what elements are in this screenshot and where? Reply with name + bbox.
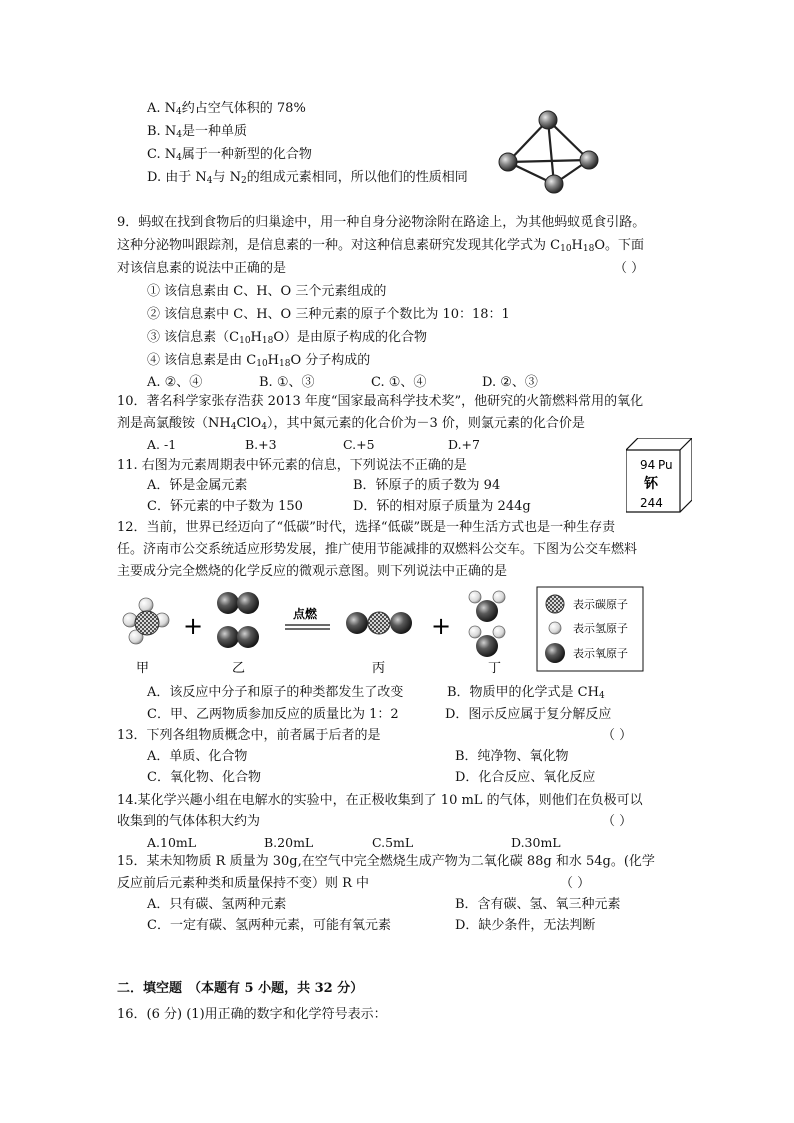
q15-option-c: C．一定有碳、氢两种元素，可能有氧元素 bbox=[147, 918, 391, 933]
reaction-micro-diagram bbox=[115, 585, 655, 677]
q15-option-b: B．含有碳、氢、氧三种元素 bbox=[455, 897, 621, 912]
q10-choice-d: D.+7 bbox=[448, 437, 480, 452]
q9-choice-c: C. ①、④ bbox=[371, 375, 427, 390]
q11-option-b: B．钚原子的质子数为 94 bbox=[353, 478, 501, 493]
oxygen-molecules bbox=[217, 592, 259, 648]
q13-option-a: A．单质、化合物 bbox=[147, 749, 248, 764]
q15-option-d: D．缺少条件，无法判断 bbox=[455, 918, 596, 933]
q13-option-c: C．氧化物、化合物 bbox=[147, 770, 261, 785]
q8-option-c: C. $N_4$属于一种新型的化合物 bbox=[147, 147, 312, 163]
section-2-note: （本题有 5 小题，共 32 分） bbox=[188, 981, 364, 996]
q14-choice-a: A.10mL bbox=[147, 835, 197, 850]
q10-stem-line2: 剂是高氯酸铵$(NH_4ClO_4)$，其中氮元素的化合价为－3 价，则氯元素的化合价是 bbox=[117, 416, 585, 432]
n4-molecule-figure bbox=[496, 104, 606, 196]
q8-option-a: A. $N_4$约占空气体积的 78% bbox=[147, 101, 306, 117]
q9-choice-b: B. ①、③ bbox=[259, 375, 315, 390]
atom-legend bbox=[537, 587, 643, 671]
label-ding: 丁 bbox=[488, 661, 502, 676]
legend-carbon: 表示碳原子 bbox=[573, 598, 628, 611]
q9-choice-d: D. ②、③ bbox=[482, 375, 538, 390]
legend-hydrogen: 表示氢原子 bbox=[573, 622, 628, 635]
q10-choice-b: B.+3 bbox=[245, 437, 277, 452]
q14-stem-line1: 14.某化学兴趣小组在电解水的实验中，在正极收集到了 10 mL 的气体，则他们在负极可以 bbox=[117, 793, 643, 808]
q9-statement-3: ③ 该信息素$(C_{10}H_{18}O)$是由原子构成的化合物 bbox=[147, 330, 428, 346]
q14-choice-d: D.30mL bbox=[511, 835, 561, 850]
q10-stem-line1: 10．著名科学家张存浩获 2013 年度“国家最高科学技术奖”，他研究的火箭燃料常用的氧化 bbox=[117, 394, 644, 409]
water-molecules bbox=[469, 591, 505, 657]
element-name: 钚 bbox=[644, 476, 658, 492]
element-atomic-number: 94 bbox=[640, 458, 656, 472]
q13-answer-blank: （ ） bbox=[602, 728, 633, 743]
q12-option-d: D．图示反应属于复分解反应 bbox=[445, 707, 612, 722]
q13-option-b: B．纯净物、氧化物 bbox=[455, 749, 569, 764]
q13-option-d: D．化合反应、氧化反应 bbox=[455, 770, 596, 785]
carbon-dioxide-molecule bbox=[346, 612, 412, 634]
element-atomic-mass: 244 bbox=[640, 496, 663, 510]
q15-stem-line1: 15．某未知物质 R 质量为 30g,在空气中完全燃烧生成产物为二氧化碳 88g 和水 54g。(化学 bbox=[117, 854, 655, 869]
q16-stem: 16．(6 分) (1)用正确的数字和化学符号表示： bbox=[117, 1007, 387, 1022]
q9-stem-line3: 对该信息素的说法中正确的是 bbox=[117, 261, 287, 276]
q9-statement-2: ② 该信息素中 C、H、O 三种元素的原子个数比为 10：18：1 bbox=[147, 307, 510, 322]
q13-stem: 13．下列各组物质概念中，前者属于后者的是 bbox=[117, 728, 381, 743]
q11-option-a: A．钚是金属元素 bbox=[147, 478, 248, 493]
q14-stem-line2: 收集到的气体体积大约为 bbox=[117, 814, 261, 829]
q14-answer-blank: （ ） bbox=[602, 814, 633, 829]
methane-molecule bbox=[123, 598, 169, 644]
q9-statement-1: ① 该信息素由 C、H、O 三个元素组成的 bbox=[147, 284, 387, 299]
q12-stem-line3: 主要成分完全燃烧的化学反应的微观示意图。则下列说法中正确的是 bbox=[117, 564, 508, 579]
q8-option-d: D. 由于 $N_4$与 $N_2$的组成元素相同，所以他们的性质相同 bbox=[147, 170, 468, 186]
section-2-heading bbox=[117, 980, 363, 998]
plus-sign-2: + bbox=[431, 612, 452, 640]
q15-option-a: A．只有碳、氢两种元素 bbox=[147, 897, 287, 912]
q9-answer-blank: （ ） bbox=[614, 261, 645, 276]
q12-option-b: B．物质甲的化学式是 $CH_4$ bbox=[447, 685, 605, 701]
legend-oxygen: 表示氧原子 bbox=[573, 647, 628, 660]
q9-choice-a: A. ②、④ bbox=[147, 375, 203, 390]
q10-choice-a: A. -1 bbox=[147, 437, 177, 452]
q14-choice-b: B.20mL bbox=[264, 835, 314, 850]
q9-stem-line2: 这种分泌物叫跟踪剂，是信息素的一种。对这种信息素研究发现其化学式为 $C_{10}H_{18}O$。下面 bbox=[117, 238, 645, 254]
q11-option-d: D．钚的相对原子质量为 244g bbox=[353, 499, 531, 514]
q10-choice-c: C.+5 bbox=[343, 437, 375, 452]
q15-stem-line2: 反应前后元素种类和质量保持不变）则 R 中 bbox=[117, 876, 370, 891]
q12-option-c: C．甲、乙两物质参加反应的质量比为 1：2 bbox=[147, 707, 399, 722]
q14-choice-c: C.5mL bbox=[372, 835, 414, 850]
q12-stem-line1: 12．当前，世界已经迈向了“低碳”时代，选择“低碳”既是一种生活方式也是一种生存责 bbox=[117, 520, 616, 535]
q8-option-b: B. $N_4$是一种单质 bbox=[147, 124, 247, 140]
q12-option-a: A．该反应中分子和原子的种类都发生了改变 bbox=[147, 685, 404, 700]
label-yi: 乙 bbox=[232, 661, 246, 676]
label-jia: 甲 bbox=[136, 661, 150, 676]
q9-stem-line1: 9．蚂蚁在找到食物后的归巢途中，用一种自身分泌物涂附在路途上，为其他蚂蚁觅食引路。 bbox=[117, 215, 646, 230]
label-bing: 丙 bbox=[372, 661, 386, 676]
q15-answer-blank: （ ） bbox=[560, 876, 591, 891]
q12-stem-line2: 任。济南市公交系统适应形势发展，推广使用节能减排的双燃料公交车。下图为公交车燃料 bbox=[117, 542, 638, 557]
section-2-title: 二．填空题 bbox=[117, 981, 183, 996]
q11-option-c: C．钚元素的中子数为 150 bbox=[147, 499, 303, 514]
q9-statement-4: ④ 该信息素是由 $C_{10}H_{18}O$ 分子构成的 bbox=[147, 353, 371, 369]
element-symbol: Pu bbox=[658, 458, 673, 472]
condition-label: 点燃 bbox=[293, 607, 318, 621]
plus-sign-1: + bbox=[183, 612, 204, 640]
q11-stem: 11. 右图为元素周期表中钚元素的信息，下列说法不正确的是 bbox=[117, 458, 467, 473]
plutonium-element-cell bbox=[626, 438, 692, 514]
